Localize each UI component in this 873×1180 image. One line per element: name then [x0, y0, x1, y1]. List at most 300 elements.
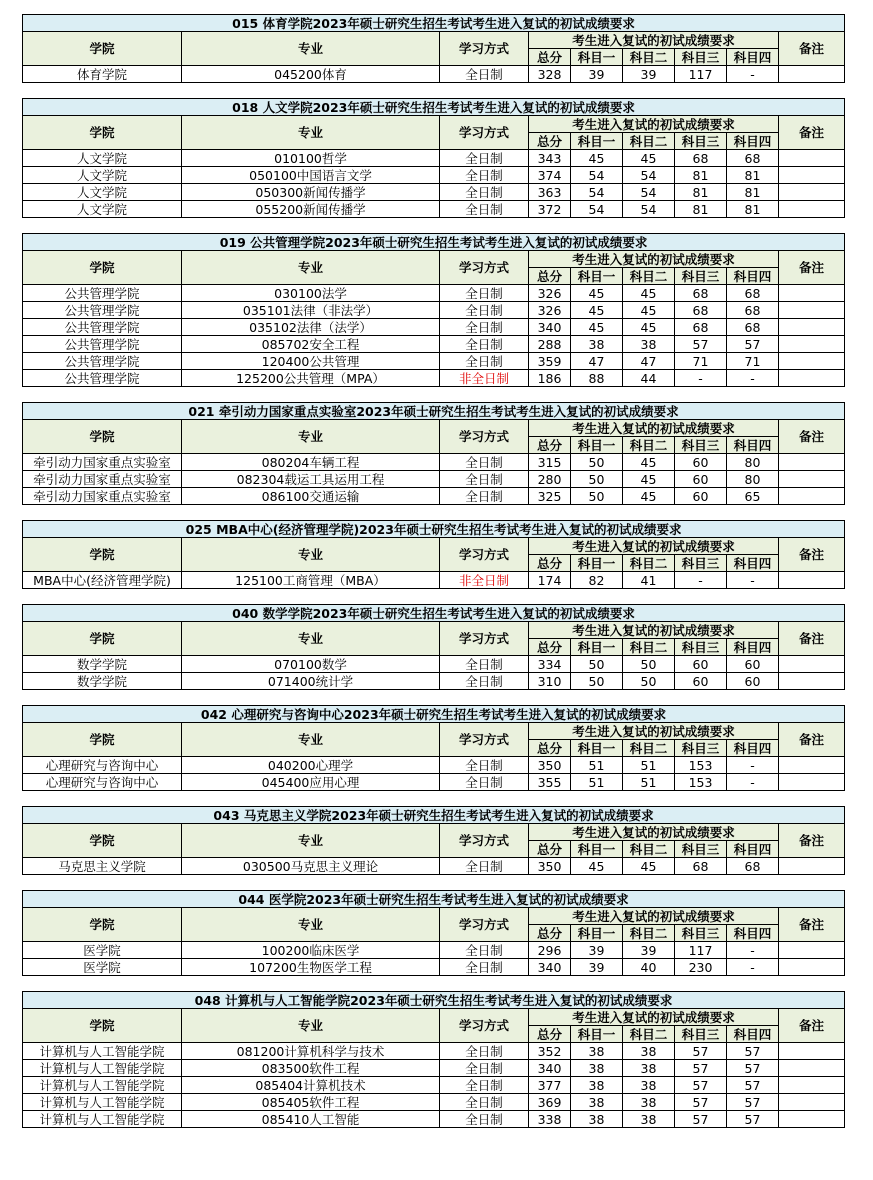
- mode-cell: 非全日制: [440, 370, 529, 387]
- subject-1-header: 科目一: [571, 1026, 623, 1043]
- note-header: 备注: [779, 723, 845, 757]
- table-row: [23, 774, 845, 791]
- note-cell: [779, 319, 845, 336]
- total-cell: 328: [529, 66, 571, 83]
- requirement-header: 考生进入复试的初试成绩要求: [529, 420, 779, 437]
- s4-cell: 57: [727, 1111, 779, 1128]
- mode-header: 学习方式: [440, 420, 529, 454]
- s1-cell: 51: [571, 757, 623, 774]
- total-cell: 372: [529, 201, 571, 218]
- mode-cell: 全日制: [440, 167, 529, 184]
- s1-cell: 54: [571, 201, 623, 218]
- subject-4-header: 科目四: [727, 133, 779, 150]
- college-cell: 公共管理学院: [23, 336, 182, 353]
- s4-cell: 81: [727, 201, 779, 218]
- s4-cell: 68: [727, 319, 779, 336]
- s3-cell: 81: [675, 184, 727, 201]
- college-cell: 公共管理学院: [23, 302, 182, 319]
- mode-cell: 全日制: [440, 959, 529, 976]
- s1-cell: 38: [571, 1111, 623, 1128]
- score-table: [22, 233, 845, 387]
- subject-2-header: 科目二: [623, 841, 675, 858]
- subject-3-header: 科目三: [675, 841, 727, 858]
- note-cell: [779, 656, 845, 673]
- college-cell: 马克思主义学院: [23, 858, 182, 875]
- s3-cell: 68: [675, 302, 727, 319]
- s4-cell: -: [727, 757, 779, 774]
- note-cell: [779, 959, 845, 976]
- mode-cell: 全日制: [440, 1111, 529, 1128]
- mode-cell: 全日制: [440, 454, 529, 471]
- mode-cell: 全日制: [440, 285, 529, 302]
- subject-2-header: 科目二: [623, 133, 675, 150]
- subject-1-header: 科目一: [571, 49, 623, 66]
- subject-1-header: 科目一: [571, 841, 623, 858]
- s1-cell: 39: [571, 66, 623, 83]
- s4-cell: 60: [727, 656, 779, 673]
- table-row: [23, 1111, 845, 1128]
- s2-cell: 38: [623, 1060, 675, 1077]
- score-table: [22, 705, 845, 791]
- note-cell: [779, 184, 845, 201]
- score-table: [22, 14, 845, 83]
- table-row: [23, 150, 845, 167]
- requirement-header: 考生进入复试的初试成绩要求: [529, 824, 779, 841]
- mode-cell: 全日制: [440, 184, 529, 201]
- table-row: [23, 353, 845, 370]
- mode-cell: 全日制: [440, 471, 529, 488]
- s4-cell: 57: [727, 1060, 779, 1077]
- college-header: 学院: [23, 538, 182, 572]
- college-cell: 计算机与人工智能学院: [23, 1060, 182, 1077]
- mode-cell: 全日制: [440, 1094, 529, 1111]
- s4-cell: 57: [727, 1094, 779, 1111]
- subject-2-header: 科目二: [623, 740, 675, 757]
- major-cell: 100200临床医学: [182, 942, 440, 959]
- table-row: [23, 370, 845, 387]
- s2-cell: 41: [623, 572, 675, 589]
- subject-4-header: 科目四: [727, 841, 779, 858]
- subject-3-header: 科目三: [675, 740, 727, 757]
- total-cell: 363: [529, 184, 571, 201]
- college-header: 学院: [23, 116, 182, 150]
- total-cell: 350: [529, 757, 571, 774]
- subject-4-header: 科目四: [727, 1026, 779, 1043]
- major-header: 专业: [182, 622, 440, 656]
- major-cell: 030100法学: [182, 285, 440, 302]
- s4-cell: 80: [727, 471, 779, 488]
- college-cell: 人文学院: [23, 201, 182, 218]
- note-cell: [779, 1094, 845, 1111]
- major-cell: 030500马克思主义理论: [182, 858, 440, 875]
- s2-cell: 38: [623, 1111, 675, 1128]
- major-cell: 085702安全工程: [182, 336, 440, 353]
- total-cell: 338: [529, 1111, 571, 1128]
- s1-cell: 50: [571, 656, 623, 673]
- mode-cell: 全日制: [440, 774, 529, 791]
- total-cell: 326: [529, 302, 571, 319]
- mode-cell: 全日制: [440, 66, 529, 83]
- table-title: 025 MBA中心(经济管理学院)2023年硕士研究生招生考试考生进入复试的初试成绩要求: [23, 521, 845, 538]
- s2-cell: 38: [623, 1094, 675, 1111]
- mode-cell: 全日制: [440, 353, 529, 370]
- major-cell: 045400应用心理: [182, 774, 440, 791]
- s3-cell: 68: [675, 285, 727, 302]
- major-header: 专业: [182, 538, 440, 572]
- mode-cell: 非全日制: [440, 572, 529, 589]
- college-cell: 公共管理学院: [23, 285, 182, 302]
- total-cell: 310: [529, 673, 571, 690]
- table-title: 043 马克思主义学院2023年硕士研究生招生考试考生进入复试的初试成绩要求: [23, 807, 845, 824]
- s1-cell: 47: [571, 353, 623, 370]
- s1-cell: 39: [571, 942, 623, 959]
- subject-2-header: 科目二: [623, 925, 675, 942]
- table-title: 048 计算机与人工智能学院2023年硕士研究生招生考试考生进入复试的初试成绩要求: [23, 992, 845, 1009]
- table-row: [23, 285, 845, 302]
- s2-cell: 50: [623, 673, 675, 690]
- note-cell: [779, 150, 845, 167]
- s2-cell: 44: [623, 370, 675, 387]
- mode-cell: 全日制: [440, 336, 529, 353]
- note-cell: [779, 942, 845, 959]
- s2-cell: 38: [623, 336, 675, 353]
- s1-cell: 50: [571, 488, 623, 505]
- total-cell: 374: [529, 167, 571, 184]
- note-cell: [779, 1060, 845, 1077]
- score-table: [22, 890, 845, 976]
- table-row: [23, 959, 845, 976]
- s1-cell: 50: [571, 673, 623, 690]
- total-cell: 174: [529, 572, 571, 589]
- major-cell: 085404计算机技术: [182, 1077, 440, 1094]
- college-cell: 公共管理学院: [23, 319, 182, 336]
- major-cell: 045200体育: [182, 66, 440, 83]
- total-score-header: 总分: [529, 1026, 571, 1043]
- college-cell: 心理研究与咨询中心: [23, 757, 182, 774]
- major-cell: 085405软件工程: [182, 1094, 440, 1111]
- subject-3-header: 科目三: [675, 133, 727, 150]
- major-header: 专业: [182, 824, 440, 858]
- s3-cell: 57: [675, 1111, 727, 1128]
- mode-cell: 全日制: [440, 673, 529, 690]
- s2-cell: 45: [623, 150, 675, 167]
- note-cell: [779, 1077, 845, 1094]
- s4-cell: 57: [727, 1077, 779, 1094]
- college-cell: 计算机与人工智能学院: [23, 1077, 182, 1094]
- major-header: 专业: [182, 723, 440, 757]
- s1-cell: 45: [571, 285, 623, 302]
- table-row: [23, 471, 845, 488]
- college-cell: 牵引动力国家重点实验室: [23, 488, 182, 505]
- score-table: [22, 520, 845, 589]
- note-cell: [779, 774, 845, 791]
- subject-4-header: 科目四: [727, 437, 779, 454]
- s1-cell: 38: [571, 1077, 623, 1094]
- s3-cell: 60: [675, 656, 727, 673]
- s3-cell: 57: [675, 1043, 727, 1060]
- s1-cell: 50: [571, 454, 623, 471]
- major-cell: 050100中国语言文学: [182, 167, 440, 184]
- major-cell: 071400统计学: [182, 673, 440, 690]
- s1-cell: 54: [571, 167, 623, 184]
- s1-cell: 39: [571, 959, 623, 976]
- major-header: 专业: [182, 32, 440, 66]
- total-cell: 350: [529, 858, 571, 875]
- total-cell: 280: [529, 471, 571, 488]
- requirement-header: 考生进入复试的初试成绩要求: [529, 1009, 779, 1026]
- s2-cell: 45: [623, 471, 675, 488]
- s4-cell: 57: [727, 1043, 779, 1060]
- s2-cell: 45: [623, 302, 675, 319]
- total-cell: 340: [529, 319, 571, 336]
- major-header: 专业: [182, 908, 440, 942]
- table-row: [23, 488, 845, 505]
- s4-cell: 57: [727, 336, 779, 353]
- total-score-header: 总分: [529, 639, 571, 656]
- subject-2-header: 科目二: [623, 555, 675, 572]
- subject-3-header: 科目三: [675, 49, 727, 66]
- subject-3-header: 科目三: [675, 925, 727, 942]
- table-row: [23, 1094, 845, 1111]
- s3-cell: 57: [675, 1077, 727, 1094]
- major-header: 专业: [182, 1009, 440, 1043]
- mode-header: 学习方式: [440, 824, 529, 858]
- major-cell: 125200公共管理（MPA）: [182, 370, 440, 387]
- subject-1-header: 科目一: [571, 268, 623, 285]
- subject-3-header: 科目三: [675, 639, 727, 656]
- s3-cell: 81: [675, 167, 727, 184]
- college-header: 学院: [23, 723, 182, 757]
- table-title: 015 体育学院2023年硕士研究生招生考试考生进入复试的初试成绩要求: [23, 15, 845, 32]
- major-cell: 070100数学: [182, 656, 440, 673]
- s1-cell: 50: [571, 471, 623, 488]
- subject-4-header: 科目四: [727, 639, 779, 656]
- s1-cell: 88: [571, 370, 623, 387]
- major-cell: 040200心理学: [182, 757, 440, 774]
- note-cell: [779, 370, 845, 387]
- score-table: [22, 991, 845, 1128]
- s4-cell: 65: [727, 488, 779, 505]
- major-cell: 107200生物医学工程: [182, 959, 440, 976]
- note-cell: [779, 167, 845, 184]
- s4-cell: -: [727, 942, 779, 959]
- note-cell: [779, 285, 845, 302]
- s4-cell: -: [727, 959, 779, 976]
- college-header: 学院: [23, 420, 182, 454]
- requirement-header: 考生进入复试的初试成绩要求: [529, 723, 779, 740]
- s1-cell: 45: [571, 319, 623, 336]
- table-row: [23, 66, 845, 83]
- table-row: [23, 336, 845, 353]
- s1-cell: 45: [571, 302, 623, 319]
- total-score-header: 总分: [529, 133, 571, 150]
- college-cell: 体育学院: [23, 66, 182, 83]
- s1-cell: 38: [571, 1043, 623, 1060]
- s4-cell: 71: [727, 353, 779, 370]
- s2-cell: 47: [623, 353, 675, 370]
- s2-cell: 50: [623, 656, 675, 673]
- mode-cell: 全日制: [440, 942, 529, 959]
- subject-3-header: 科目三: [675, 1026, 727, 1043]
- mode-cell: 全日制: [440, 488, 529, 505]
- total-score-header: 总分: [529, 925, 571, 942]
- college-cell: 医学院: [23, 959, 182, 976]
- s1-cell: 51: [571, 774, 623, 791]
- note-cell: [779, 858, 845, 875]
- college-cell: 牵引动力国家重点实验室: [23, 471, 182, 488]
- note-header: 备注: [779, 824, 845, 858]
- college-cell: 数学学院: [23, 656, 182, 673]
- major-cell: 082304载运工具运用工程: [182, 471, 440, 488]
- total-score-header: 总分: [529, 740, 571, 757]
- table-title: 042 心理研究与咨询中心2023年硕士研究生招生考试考生进入复试的初试成绩要求: [23, 706, 845, 723]
- mode-cell: 全日制: [440, 302, 529, 319]
- s3-cell: 68: [675, 319, 727, 336]
- mode-cell: 全日制: [440, 150, 529, 167]
- s3-cell: 117: [675, 66, 727, 83]
- total-cell: 334: [529, 656, 571, 673]
- s3-cell: 153: [675, 774, 727, 791]
- college-header: 学院: [23, 251, 182, 285]
- mode-cell: 全日制: [440, 1077, 529, 1094]
- s3-cell: -: [675, 572, 727, 589]
- s3-cell: 57: [675, 336, 727, 353]
- college-cell: 人文学院: [23, 150, 182, 167]
- table-row: [23, 656, 845, 673]
- table-row: [23, 454, 845, 471]
- total-score-header: 总分: [529, 555, 571, 572]
- s2-cell: 51: [623, 774, 675, 791]
- s4-cell: -: [727, 572, 779, 589]
- total-cell: 340: [529, 1060, 571, 1077]
- s2-cell: 39: [623, 66, 675, 83]
- score-table: [22, 402, 845, 505]
- note-header: 备注: [779, 538, 845, 572]
- total-cell: 315: [529, 454, 571, 471]
- note-cell: [779, 471, 845, 488]
- major-header: 专业: [182, 420, 440, 454]
- mode-cell: 全日制: [440, 858, 529, 875]
- note-cell: [779, 673, 845, 690]
- score-table: [22, 604, 845, 690]
- subject-3-header: 科目三: [675, 555, 727, 572]
- note-cell: [779, 1043, 845, 1060]
- s3-cell: 57: [675, 1060, 727, 1077]
- table-row: [23, 1060, 845, 1077]
- s2-cell: 45: [623, 454, 675, 471]
- requirement-header: 考生进入复试的初试成绩要求: [529, 116, 779, 133]
- total-cell: 343: [529, 150, 571, 167]
- college-cell: 计算机与人工智能学院: [23, 1111, 182, 1128]
- college-cell: 公共管理学院: [23, 370, 182, 387]
- note-cell: [779, 488, 845, 505]
- s4-cell: -: [727, 370, 779, 387]
- s1-cell: 38: [571, 336, 623, 353]
- college-cell: 计算机与人工智能学院: [23, 1094, 182, 1111]
- table-row: [23, 673, 845, 690]
- s1-cell: 45: [571, 150, 623, 167]
- requirement-header: 考生进入复试的初试成绩要求: [529, 32, 779, 49]
- s4-cell: 68: [727, 150, 779, 167]
- s1-cell: 38: [571, 1060, 623, 1077]
- college-cell: 人文学院: [23, 184, 182, 201]
- note-header: 备注: [779, 251, 845, 285]
- subject-2-header: 科目二: [623, 437, 675, 454]
- major-header: 专业: [182, 251, 440, 285]
- table-title: 018 人文学院2023年硕士研究生招生考试考生进入复试的初试成绩要求: [23, 99, 845, 116]
- college-cell: MBA中心(经济管理学院): [23, 572, 182, 589]
- college-header: 学院: [23, 622, 182, 656]
- note-header: 备注: [779, 908, 845, 942]
- major-cell: 035101法律（非法学）: [182, 302, 440, 319]
- s4-cell: 68: [727, 858, 779, 875]
- subject-4-header: 科目四: [727, 555, 779, 572]
- table-row: [23, 302, 845, 319]
- s2-cell: 54: [623, 201, 675, 218]
- subject-2-header: 科目二: [623, 1026, 675, 1043]
- s3-cell: -: [675, 370, 727, 387]
- s3-cell: 68: [675, 150, 727, 167]
- major-cell: 050300新闻传播学: [182, 184, 440, 201]
- total-cell: 296: [529, 942, 571, 959]
- note-cell: [779, 1111, 845, 1128]
- table-title: 040 数学学院2023年硕士研究生招生考试考生进入复试的初试成绩要求: [23, 605, 845, 622]
- note-header: 备注: [779, 116, 845, 150]
- table-title: 019 公共管理学院2023年硕士研究生招生考试考生进入复试的初试成绩要求: [23, 234, 845, 251]
- mode-header: 学习方式: [440, 723, 529, 757]
- table-row: [23, 319, 845, 336]
- total-score-header: 总分: [529, 49, 571, 66]
- s3-cell: 71: [675, 353, 727, 370]
- s3-cell: 68: [675, 858, 727, 875]
- college-cell: 医学院: [23, 942, 182, 959]
- s2-cell: 38: [623, 1077, 675, 1094]
- total-score-header: 总分: [529, 841, 571, 858]
- note-cell: [779, 336, 845, 353]
- major-cell: 035102法律（法学）: [182, 319, 440, 336]
- total-cell: 186: [529, 370, 571, 387]
- s4-cell: 68: [727, 285, 779, 302]
- table-row: [23, 757, 845, 774]
- subject-4-header: 科目四: [727, 268, 779, 285]
- s4-cell: 68: [727, 302, 779, 319]
- s3-cell: 230: [675, 959, 727, 976]
- note-cell: [779, 302, 845, 319]
- note-header: 备注: [779, 420, 845, 454]
- subject-2-header: 科目二: [623, 268, 675, 285]
- mode-header: 学习方式: [440, 32, 529, 66]
- major-cell: 083500软件工程: [182, 1060, 440, 1077]
- college-cell: 计算机与人工智能学院: [23, 1043, 182, 1060]
- s2-cell: 45: [623, 488, 675, 505]
- college-header: 学院: [23, 824, 182, 858]
- college-header: 学院: [23, 908, 182, 942]
- major-cell: 080204车辆工程: [182, 454, 440, 471]
- total-cell: 377: [529, 1077, 571, 1094]
- mode-header: 学习方式: [440, 538, 529, 572]
- requirement-header: 考生进入复试的初试成绩要求: [529, 622, 779, 639]
- table-row: [23, 572, 845, 589]
- table-row: [23, 942, 845, 959]
- score-table: [22, 806, 845, 875]
- subject-4-header: 科目四: [727, 740, 779, 757]
- mode-cell: 全日制: [440, 1043, 529, 1060]
- college-cell: 人文学院: [23, 167, 182, 184]
- mode-cell: 全日制: [440, 757, 529, 774]
- note-cell: [779, 454, 845, 471]
- total-cell: 359: [529, 353, 571, 370]
- major-cell: 055200新闻传播学: [182, 201, 440, 218]
